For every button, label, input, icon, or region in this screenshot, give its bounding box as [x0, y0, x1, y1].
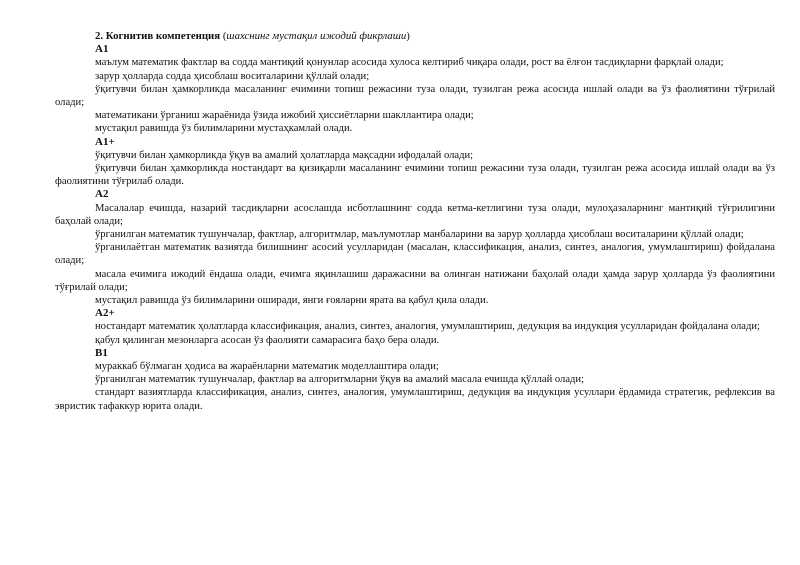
level-label-a2-plus: A2+: [95, 307, 115, 320]
level-label-b1: B1: [95, 346, 108, 359]
list-item: ўрганилган математик тушунчалар, фактлар, алгоритмлар, маълумотлар манбаларини ва зарур ҳолларда ҳисоблаш воситаларини қўллай олади;: [95, 229, 744, 241]
heading-title: 2. Когнитив компетенция: [95, 30, 221, 42]
list-item: мураккаб бўлмаган ҳодиса ва жараёнларни математик моделлаштира олади;: [95, 361, 439, 373]
list-item: ўрганилаётган математик вазиятда билишнинг асосий усулларидан (масалан, классификация, анализ, синтез, аналогия, умумлаштириш) фойдалана олади;: [55, 242, 775, 267]
list-item: ўқитувчи билан ҳамкорликда ностандарт ва қизиқарли масаланинг ечимини топиш режасини туза олади, тузилган режа асосида ишлай олади ва ўз фаолиятини тўғрилаб олади.: [55, 163, 775, 188]
heading-subtitle: шахснинг мустақил ижодий фикрлаши: [226, 30, 407, 42]
list-item: маълум математик фактлар ва содда мантиқий қонунлар асосида хулоса келтириб чиқара олади, рост ва ёлғон тасдиқларни фарқлай олади;: [95, 57, 724, 69]
list-item: масала ечимига ижодий ёндаша олади, ечимга яқинлашиш даражасини ва олинган натижани баҳолай олади ҳамда зарур ҳолларда ўз фаолиятини тўғрилай олади;: [55, 268, 775, 293]
list-item: ўрганилган математик тушунчалар, фактлар ва алгоритмларни ўқув ва амалий масала ечишда қўллай олади;: [95, 374, 585, 386]
list-item: Масалалар ечишда, назарий тасдиқларни асослашда исботлашнинг содда кетма-кетлигини туза олади, мулоҳазаларнинг мантиқий тўғрилигини баҳолай олади;: [55, 202, 775, 227]
list-item: ўқитувчи билан ҳамкорликда ўқув ва амалий ҳолатларда мақсадни ифодалай олади;: [95, 149, 474, 161]
list-item: мустақил равишда ўз билимларини оширади, янги ғояларни ярата ва қабул қила олади.: [95, 295, 489, 307]
list-item: ностандарт математик ҳолатларда классификация, анализ, синтез, аналогия, умумлаштириш, дедукция ва индукция усулларидан фойдалана олади;: [95, 321, 761, 333]
document-body: [55, 30, 775, 413]
list-item: мустақил равишда ўз билимларини мустаҳкамлай олади.: [95, 123, 353, 135]
heading-paren-close: ): [406, 30, 410, 42]
section-heading: [95, 30, 775, 43]
level-label-a1-plus: A1+: [95, 135, 115, 148]
level-label-a2: A2: [95, 188, 109, 201]
list-item: стандарт вазиятларда классификация, анализ, синтез, аналогия, умумлаштириш, дедукция ва индукция усуллари ёрдамида стратегик, рефлексив ва эвристик тафаккур юрита олади.: [55, 387, 775, 412]
list-item: зарур ҳолларда содда ҳисоблаш воситаларини қўллай олади;: [95, 70, 370, 82]
level-label-a1: A1: [95, 43, 109, 56]
list-item: ўқитувчи билан ҳамкорликда масаланинг ечимини топиш режасини туза олади, тузилган режа асосида ишлай олади ва ўз фаолиятини тўғрилай олади;: [55, 83, 775, 109]
list-item: қабул қилинган мезонларга асосан ўз фаолияти самарасига баҳо бера олади.: [95, 334, 440, 346]
list-item: математикани ўрганиш жараёнида ўзида ижобий ҳиссиётларни шакллантира олади;: [95, 110, 474, 122]
heading-paren-open: (: [220, 30, 227, 42]
